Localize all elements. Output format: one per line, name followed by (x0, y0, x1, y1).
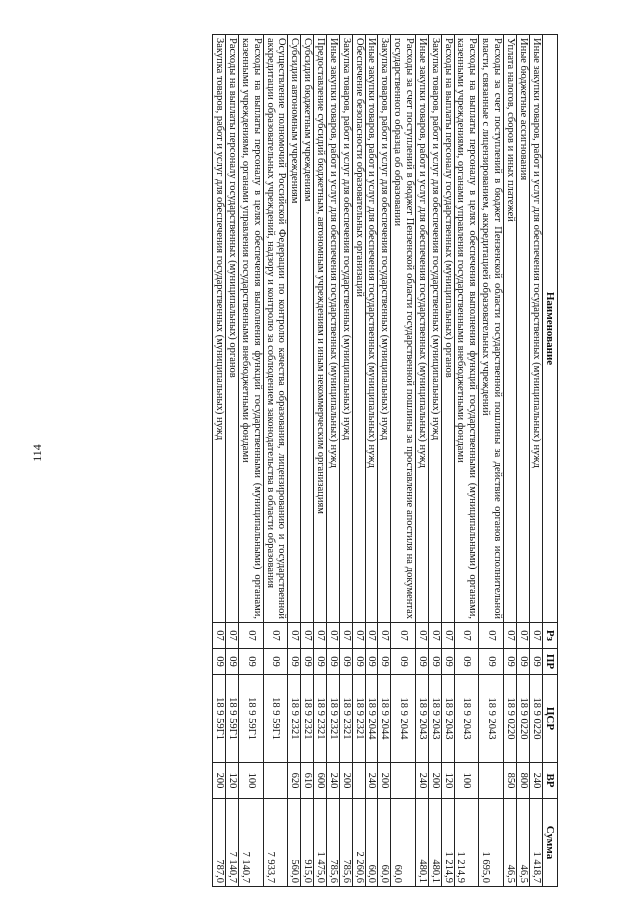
cell-csr: 18 9 59Г1 (263, 675, 288, 763)
table-body (213, 35, 542, 887)
cell-rz: 07 (504, 623, 517, 649)
cell-pr: 09 (352, 649, 365, 675)
cell-name: Расходы на выплаты персоналу государственных (муниципальных) органов (226, 35, 239, 623)
cell-sum: 7 933,7 (263, 799, 288, 887)
cell-name: Иные закупки товаров, работ и услуг для обеспечения государственных (муниципальных) нужд (326, 35, 339, 623)
cell-pr: 09 (378, 649, 391, 675)
cell-csr: 18 9 2043 (479, 675, 504, 763)
cell-name: Закупка товаров, работ и услуг для обеспечения государственных (муниципальных) нужд (339, 35, 352, 623)
cell-sum: 1 214,9 (441, 799, 454, 887)
cell-csr: 18 9 2321 (301, 675, 314, 763)
cell-vr: 240 (365, 763, 378, 799)
cell-sum: 480,1 (415, 799, 428, 887)
table-row (263, 35, 288, 887)
cell-sum: 7 140,7 (238, 799, 263, 887)
cell-rz: 07 (226, 623, 239, 649)
cell-csr: 18 9 2043 (428, 675, 441, 763)
cell-rz: 07 (314, 623, 327, 649)
cell-vr: 240 (326, 763, 339, 799)
cell-rz: 07 (529, 623, 542, 649)
cell-csr: 18 9 2321 (288, 675, 301, 763)
cell-sum: 60,0 (365, 799, 378, 887)
cell-name: Субсидии бюджетным учреждениям (301, 35, 314, 623)
cell-csr: 18 9 0220 (516, 675, 529, 763)
cell-pr: 09 (516, 649, 529, 675)
cell-rz: 07 (352, 623, 365, 649)
cell-pr: 09 (391, 649, 416, 675)
cell-name: Предоставление субсидий бюджетным, автономным учреждениям и иным некоммерческим организациям (314, 35, 327, 623)
cell-pr: 09 (213, 649, 226, 675)
cell-pr: 09 (415, 649, 428, 675)
table-row (326, 35, 339, 887)
table-row (226, 35, 239, 887)
cell-vr: 610 (301, 763, 314, 799)
cell-csr: 18 9 2321 (352, 675, 365, 763)
cell-vr: 240 (415, 763, 428, 799)
cell-name: Уплата налогов, сборов и иных платежей (504, 35, 517, 623)
cell-rz: 07 (415, 623, 428, 649)
cell-csr: 18 9 2321 (326, 675, 339, 763)
cell-pr: 09 (504, 649, 517, 675)
cell-pr: 09 (238, 649, 263, 675)
cell-rz: 07 (365, 623, 378, 649)
cell-csr: 18 9 59Г1 (226, 675, 239, 763)
cell-name: Закупка товаров, работ и услуг для обеспечения государственных (муниципальных) нужд (378, 35, 391, 623)
cell-name: Закупка товаров, работ и услуг для обеспечения государственных (муниципальных) нужд (213, 35, 226, 623)
cell-csr: 18 9 2043 (441, 675, 454, 763)
cell-vr: 100 (454, 763, 479, 799)
cell-csr: 18 9 2044 (391, 675, 416, 763)
cell-csr: 18 9 0220 (529, 675, 542, 763)
cell-csr: 18 9 2043 (454, 675, 479, 763)
cell-pr: 09 (326, 649, 339, 675)
cell-vr: 620 (288, 763, 301, 799)
table-row (365, 35, 378, 887)
cell-sum: 915,0 (301, 799, 314, 887)
cell-name: Осуществление полномочий Российской Федерации по контролю качества образования, лицензированию и государственной аккредитации образовательных учреждений, надзору и контролю за соблюдением законодательства в области образования (263, 35, 288, 623)
cell-rz: 07 (378, 623, 391, 649)
cell-name: Расходы на выплаты персоналу в целях обеспечения выполнения функций государственными (муниципальными) органами, казенными учреждениями, органами управления государственными внебюджетными фондами (238, 35, 263, 623)
cell-pr: 09 (428, 649, 441, 675)
cell-csr: 18 9 59Г1 (238, 675, 263, 763)
cell-vr: 800 (516, 763, 529, 799)
cell-vr: 120 (441, 763, 454, 799)
cell-vr: 240 (529, 763, 542, 799)
header-rz: Рз (542, 623, 557, 649)
table-row (479, 35, 504, 887)
cell-rz: 07 (288, 623, 301, 649)
table-row (314, 35, 327, 887)
cell-pr: 09 (314, 649, 327, 675)
table-row (529, 35, 542, 887)
cell-vr: 200 (339, 763, 352, 799)
cell-rz: 07 (391, 623, 416, 649)
cell-pr: 09 (301, 649, 314, 675)
cell-vr: 850 (504, 763, 517, 799)
cell-vr: 120 (226, 763, 239, 799)
cell-pr: 09 (365, 649, 378, 675)
cell-sum: 46,5 (504, 799, 517, 887)
cell-rz: 07 (441, 623, 454, 649)
cell-name: Обеспечение безопасности образовательных организаций (352, 35, 365, 623)
table-row (352, 35, 365, 887)
cell-vr: 200 (378, 763, 391, 799)
table-row (504, 35, 517, 887)
cell-sum: 7 140,7 (226, 799, 239, 887)
header-csr: ЦСР (542, 675, 557, 763)
cell-csr: 18 9 2043 (415, 675, 428, 763)
cell-csr: 18 9 0220 (504, 675, 517, 763)
cell-vr (479, 763, 504, 799)
cell-name: Иные закупки товаров, работ и услуг для обеспечения государственных (муниципальных) нужд (529, 35, 542, 623)
cell-pr: 09 (288, 649, 301, 675)
header-pr: ПР (542, 649, 557, 675)
cell-vr: 200 (428, 763, 441, 799)
cell-vr (352, 763, 365, 799)
table-row (339, 35, 352, 887)
cell-name: Иные закупки товаров, работ и услуг для обеспечения государственных (муниципальных) нужд (365, 35, 378, 623)
cell-name: Расходы за счет поступлений в бюджет Пензенской области государственной пошлины за проставление апостиля на документах государственного образца об образовании (391, 35, 416, 623)
cell-vr: 600 (314, 763, 327, 799)
cell-sum: 785,6 (326, 799, 339, 887)
cell-rz: 07 (238, 623, 263, 649)
table-row (441, 35, 454, 887)
cell-pr: 09 (263, 649, 288, 675)
table-row (391, 35, 416, 887)
cell-rz: 07 (454, 623, 479, 649)
cell-rz: 07 (326, 623, 339, 649)
table-row (454, 35, 479, 887)
cell-csr: 18 9 2044 (378, 675, 391, 763)
cell-pr: 09 (454, 649, 479, 675)
header-vr: ВР (542, 763, 557, 799)
cell-vr: 100 (238, 763, 263, 799)
cell-rz: 07 (516, 623, 529, 649)
cell-sum: 480,1 (428, 799, 441, 887)
cell-vr (391, 763, 416, 799)
header-name: Наименование (542, 35, 557, 623)
header-sum: Сумма (542, 799, 557, 887)
cell-sum: 46,5 (516, 799, 529, 887)
table-row (238, 35, 263, 887)
table-row (288, 35, 301, 887)
cell-rz: 07 (428, 623, 441, 649)
cell-sum: 785,6 (339, 799, 352, 887)
table-row (516, 35, 529, 887)
cell-pr: 09 (479, 649, 504, 675)
cell-rz: 07 (213, 623, 226, 649)
cell-csr: 18 9 2321 (314, 675, 327, 763)
cell-sum: 2 260,6 (352, 799, 365, 887)
cell-csr: 18 9 59Г1 (213, 675, 226, 763)
cell-name: Субсидии автономным учреждениям (288, 35, 301, 623)
cell-sum: 1 695,0 (479, 799, 504, 887)
cell-name: Иные закупки товаров, работ и услуг для обеспечения государственных (муниципальных) нужд (415, 35, 428, 623)
cell-rz: 07 (339, 623, 352, 649)
table-row (213, 35, 226, 887)
cell-rz: 07 (301, 623, 314, 649)
cell-name: Расходы за счет поступлений в бюджет Пензенской области государственной пошлины за действие органов исполнительной власти, связанные с лицензированием, аккредитацией образовательных учреждений (479, 35, 504, 623)
cell-sum: 560,0 (288, 799, 301, 887)
cell-pr: 09 (441, 649, 454, 675)
cell-sum: 1 418,7 (529, 799, 542, 887)
cell-name: Закупка товаров, работ и услуг для обеспечения государственных (муниципальных) нужд (428, 35, 441, 623)
cell-name: Расходы на выплаты персоналу государственных (муниципальных) органов (441, 35, 454, 623)
cell-rz: 07 (263, 623, 288, 649)
table-row (415, 35, 428, 887)
cell-csr: 18 9 2044 (365, 675, 378, 763)
cell-vr (263, 763, 288, 799)
table-row (378, 35, 391, 887)
cell-name: Иные бюджетные ассигнования (516, 35, 529, 623)
cell-sum: 1 475,0 (314, 799, 327, 887)
cell-pr: 09 (226, 649, 239, 675)
cell-sum: 1 214,9 (454, 799, 479, 887)
table-header-row (542, 35, 557, 887)
table-row (301, 35, 314, 887)
budget-table (212, 34, 558, 887)
cell-name: Расходы на выплаты персоналу в целях обеспечения выполнения функций государственными (муниципальными) органами, казенными учреждениями, органами управления государственными внебюджетными фондами (454, 35, 479, 623)
cell-csr: 18 9 2321 (339, 675, 352, 763)
rotated-page-content (212, 34, 558, 886)
table-row (428, 35, 441, 887)
cell-pr: 09 (529, 649, 542, 675)
cell-sum: 60,0 (391, 799, 416, 887)
cell-vr: 200 (213, 763, 226, 799)
cell-rz: 07 (479, 623, 504, 649)
cell-pr: 09 (339, 649, 352, 675)
page-number: 114 (30, 444, 44, 462)
cell-sum: 787,0 (213, 799, 226, 887)
cell-sum: 60,0 (378, 799, 391, 887)
